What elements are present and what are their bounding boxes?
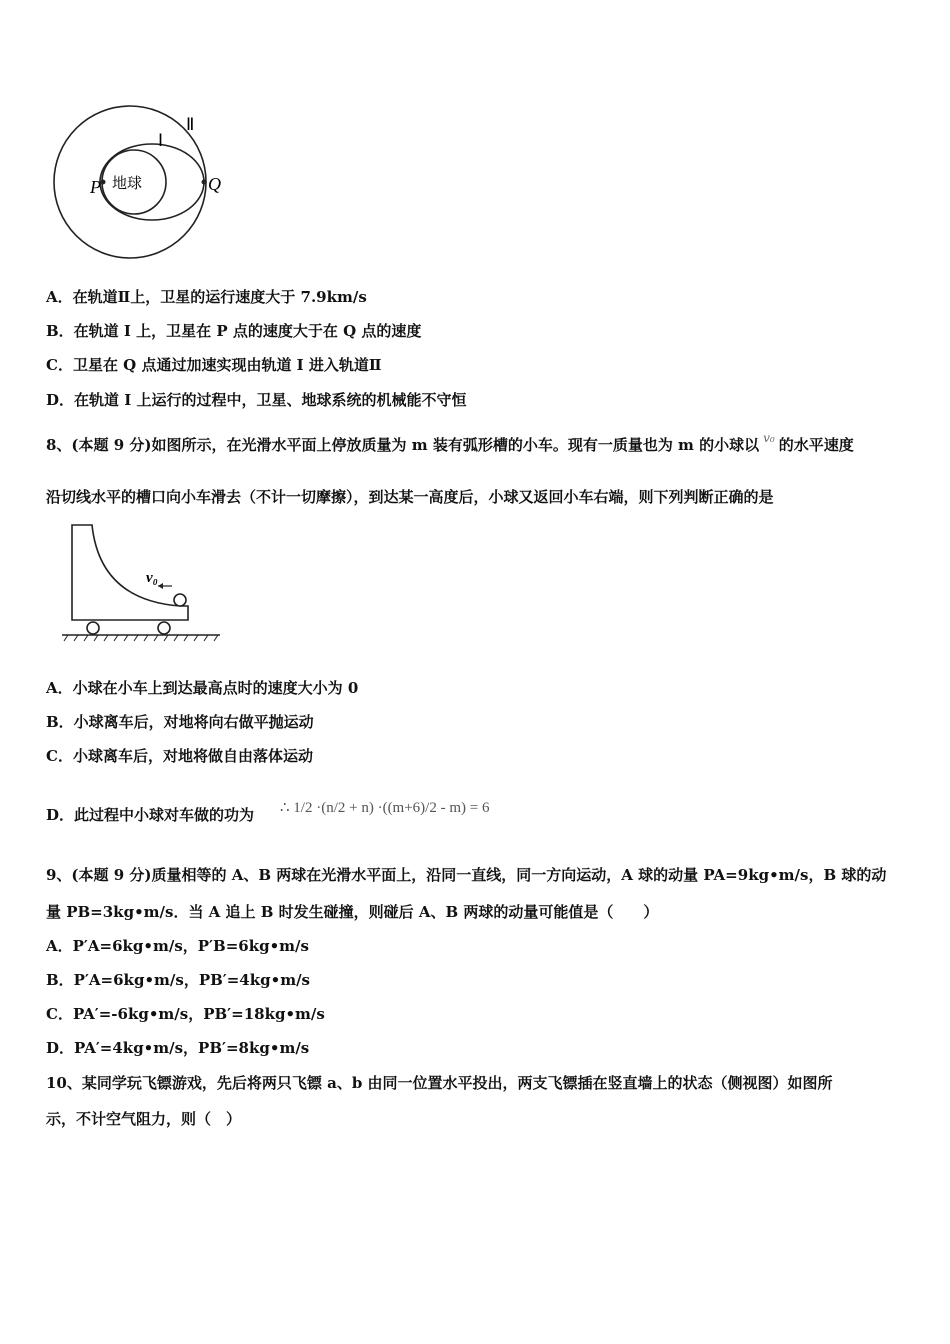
label-orbit-i: Ⅰ <box>158 131 164 150</box>
q7-option-a: A．在轨道Ⅱ上，卫星的运行速度大于 7.9km/s <box>46 288 367 306</box>
q10-stem-line2: 示，不计空气阻力，则（ ） <box>46 1110 242 1128</box>
q8-v0-symbol: v₀ <box>763 431 775 445</box>
q9-option-c: C．PA′=-6kg•m/s，PB′=18kg•m/s <box>46 1005 325 1023</box>
q8-option-c: C．小球离车后，对地将做自由落体运动 <box>46 747 313 765</box>
point-p-dot <box>101 180 106 185</box>
point-q-dot <box>202 180 207 185</box>
q7-option-d: D．在轨道 I 上运行的过程中，卫星、地球系统的机械能不守恒 <box>46 391 467 409</box>
q8-option-b: B．小球离车后，对地将向右做平抛运动 <box>46 713 314 731</box>
q7-option-c: C．卫星在 Q 点通过加速实现由轨道 I 进入轨道Ⅱ <box>46 356 382 374</box>
left-wheel <box>87 622 99 634</box>
q8-stem-part2: 的水平速度 <box>778 436 854 454</box>
q8-formula: ∴ 1/2 ·(n/2 + n) ·((m+6)/2 - m) = 6 <box>280 800 490 816</box>
q8-option-a: A．小球在小车上到达最高点时的速度大小为 0 <box>46 679 359 697</box>
label-earth: 地球 <box>112 174 143 192</box>
ground-hatching <box>64 635 218 641</box>
right-wheel <box>158 622 170 634</box>
q8-stem-line2: 沿切线水平的槽口向小车滑去（不计一切摩擦），到达某一高度后，小球又返回小车右端，则下列判断正确的是 <box>46 488 774 506</box>
q10-stem-line1: 10、某同学玩飞镖游戏，先后将两只飞镖 a、b 由同一位置水平投出，两支飞镖插在竖直墙上的状态（侧视图）如图所 <box>46 1074 833 1092</box>
q8-stem-line1 <box>46 431 854 455</box>
cart-body <box>72 525 188 620</box>
q9-stem-line1: 9、(本题 9 分)质量相等的 A、B 两球在光滑水平面上，沿同一直线，同一方向运动，A 球的动量 PA=9kg•m/s，B 球的动 <box>46 866 887 884</box>
velocity-arrowhead <box>158 583 163 589</box>
q8-stem-part1: 8、(本题 9 分)如图所示，在光滑水平面上停放质量为 m 装有弧形槽的小车。现有一质量也为 m 的小球以 <box>46 436 760 454</box>
label-q: Q <box>208 174 221 194</box>
orbit-diagram <box>46 104 246 264</box>
q7-option-b: B．在轨道 I 上，卫星在 P 点的速度大于在 Q 点的速度 <box>46 322 422 340</box>
ball <box>174 594 186 606</box>
q8-option-d: D．此过程中小球对车做的功为 <box>46 806 255 824</box>
cart-diagram <box>60 520 225 645</box>
label-orbit-ii: Ⅱ <box>186 115 195 134</box>
q9-stem-line2: 量 PB=3kg•m/s．当 A 追上 B 时发生碰撞，则碰后 A、B 两球的动量可能值是（ ） <box>46 903 659 921</box>
q9-option-b: B．P′A=6kg•m/s，PB′=4kg•m/s <box>46 971 311 989</box>
q9-option-d: D．PA′=4kg•m/s，PB′=8kg•m/s <box>46 1039 310 1057</box>
velocity-label: v₀ <box>146 570 158 586</box>
q9-option-a: A．P′A=6kg•m/s，P′B=6kg•m/s <box>46 937 309 955</box>
label-p: P <box>90 177 101 197</box>
